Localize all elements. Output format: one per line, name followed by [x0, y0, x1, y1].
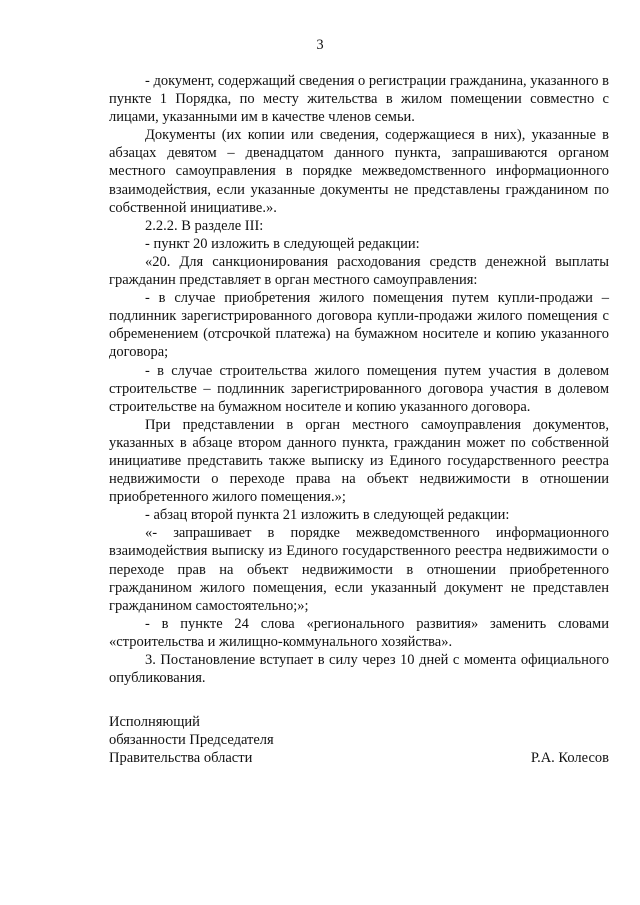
signatory-title-line: Правительства области: [109, 750, 253, 767]
signatory-title: [109, 713, 274, 767]
signatory-name: Р.А. Колесов: [530, 750, 609, 767]
paragraph: «- запрашивает в порядке межведомственного информационного взаимодействия выписку из Единого государственного реестра недвижимости о переходе прав на объект недвижимости в отношении приобретенного гражданином жилого помещения, если указанный документ не представлен гражданином самостоятельно;»;: [109, 525, 609, 614]
paragraph: - в пункте 24 слова «регионального развития» заменить словами «строительства и жилищно-коммунального хозяйства».: [109, 615, 609, 650]
paragraph: «20. Для санкционирования расходования средств денежной выплаты гражданин представляет в орган местного самоуправления:: [109, 253, 609, 289]
paragraph: - абзац второй пункта 21 изложить в следующей редакции:: [145, 507, 510, 524]
paragraph: 3. Постановление вступает в силу через 10 дней с момента официального опубликования.: [109, 652, 609, 687]
paragraph: - в случае строительства жилого помещения путем участия в долевом строительстве – подлинник зарегистрированного договора участия в долевом строительстве на бумажном носителе и копию указанного договора.: [109, 362, 609, 415]
signatory-title-line: обязанности Председателя: [109, 732, 274, 749]
signatory-title-line: Исполняющий: [109, 714, 200, 730]
paragraph: Документы (их копии или сведения, содержащиеся в них), указанные в абзацах девятом – двенадцатом данного пункта, запрашиваются органом местного самоуправления в порядке межведомственного информационного взаимодействия, если указанные документы не представлены гражданином по собственной инициативе.».: [109, 127, 609, 216]
paragraph: При представлении в орган местного самоуправления документов, указанных в абзаце втором данного пункта, гражданин может по собственной инициативе представить также выписку из Единого государственного реестра недвижимости о переходе права на объект недвижимости в отношении приобретенного жилого помещения.»;: [109, 416, 609, 506]
paragraph: - пункт 20 изложить в следующей редакции:: [145, 235, 420, 252]
paragraph: 2.2.2. В разделе III:: [145, 217, 264, 234]
paragraph: - в случае приобретения жилого помещения путем купли-продажи – подлинник зарегистрированного договора купли-продажи жилого помещения с обременением (отсрочкой платежа) на бумажном носителе и копию указанного договора;: [109, 290, 609, 361]
page-number: 3: [316, 37, 324, 53]
document-body: [109, 72, 609, 687]
paragraph: - документ, содержащий сведения о регистрации гражданина, указанного в пункте 1 Порядка, по месту жительства в жилом помещении совместно с лицами, указанными им в качестве членов семьи.: [109, 73, 609, 126]
